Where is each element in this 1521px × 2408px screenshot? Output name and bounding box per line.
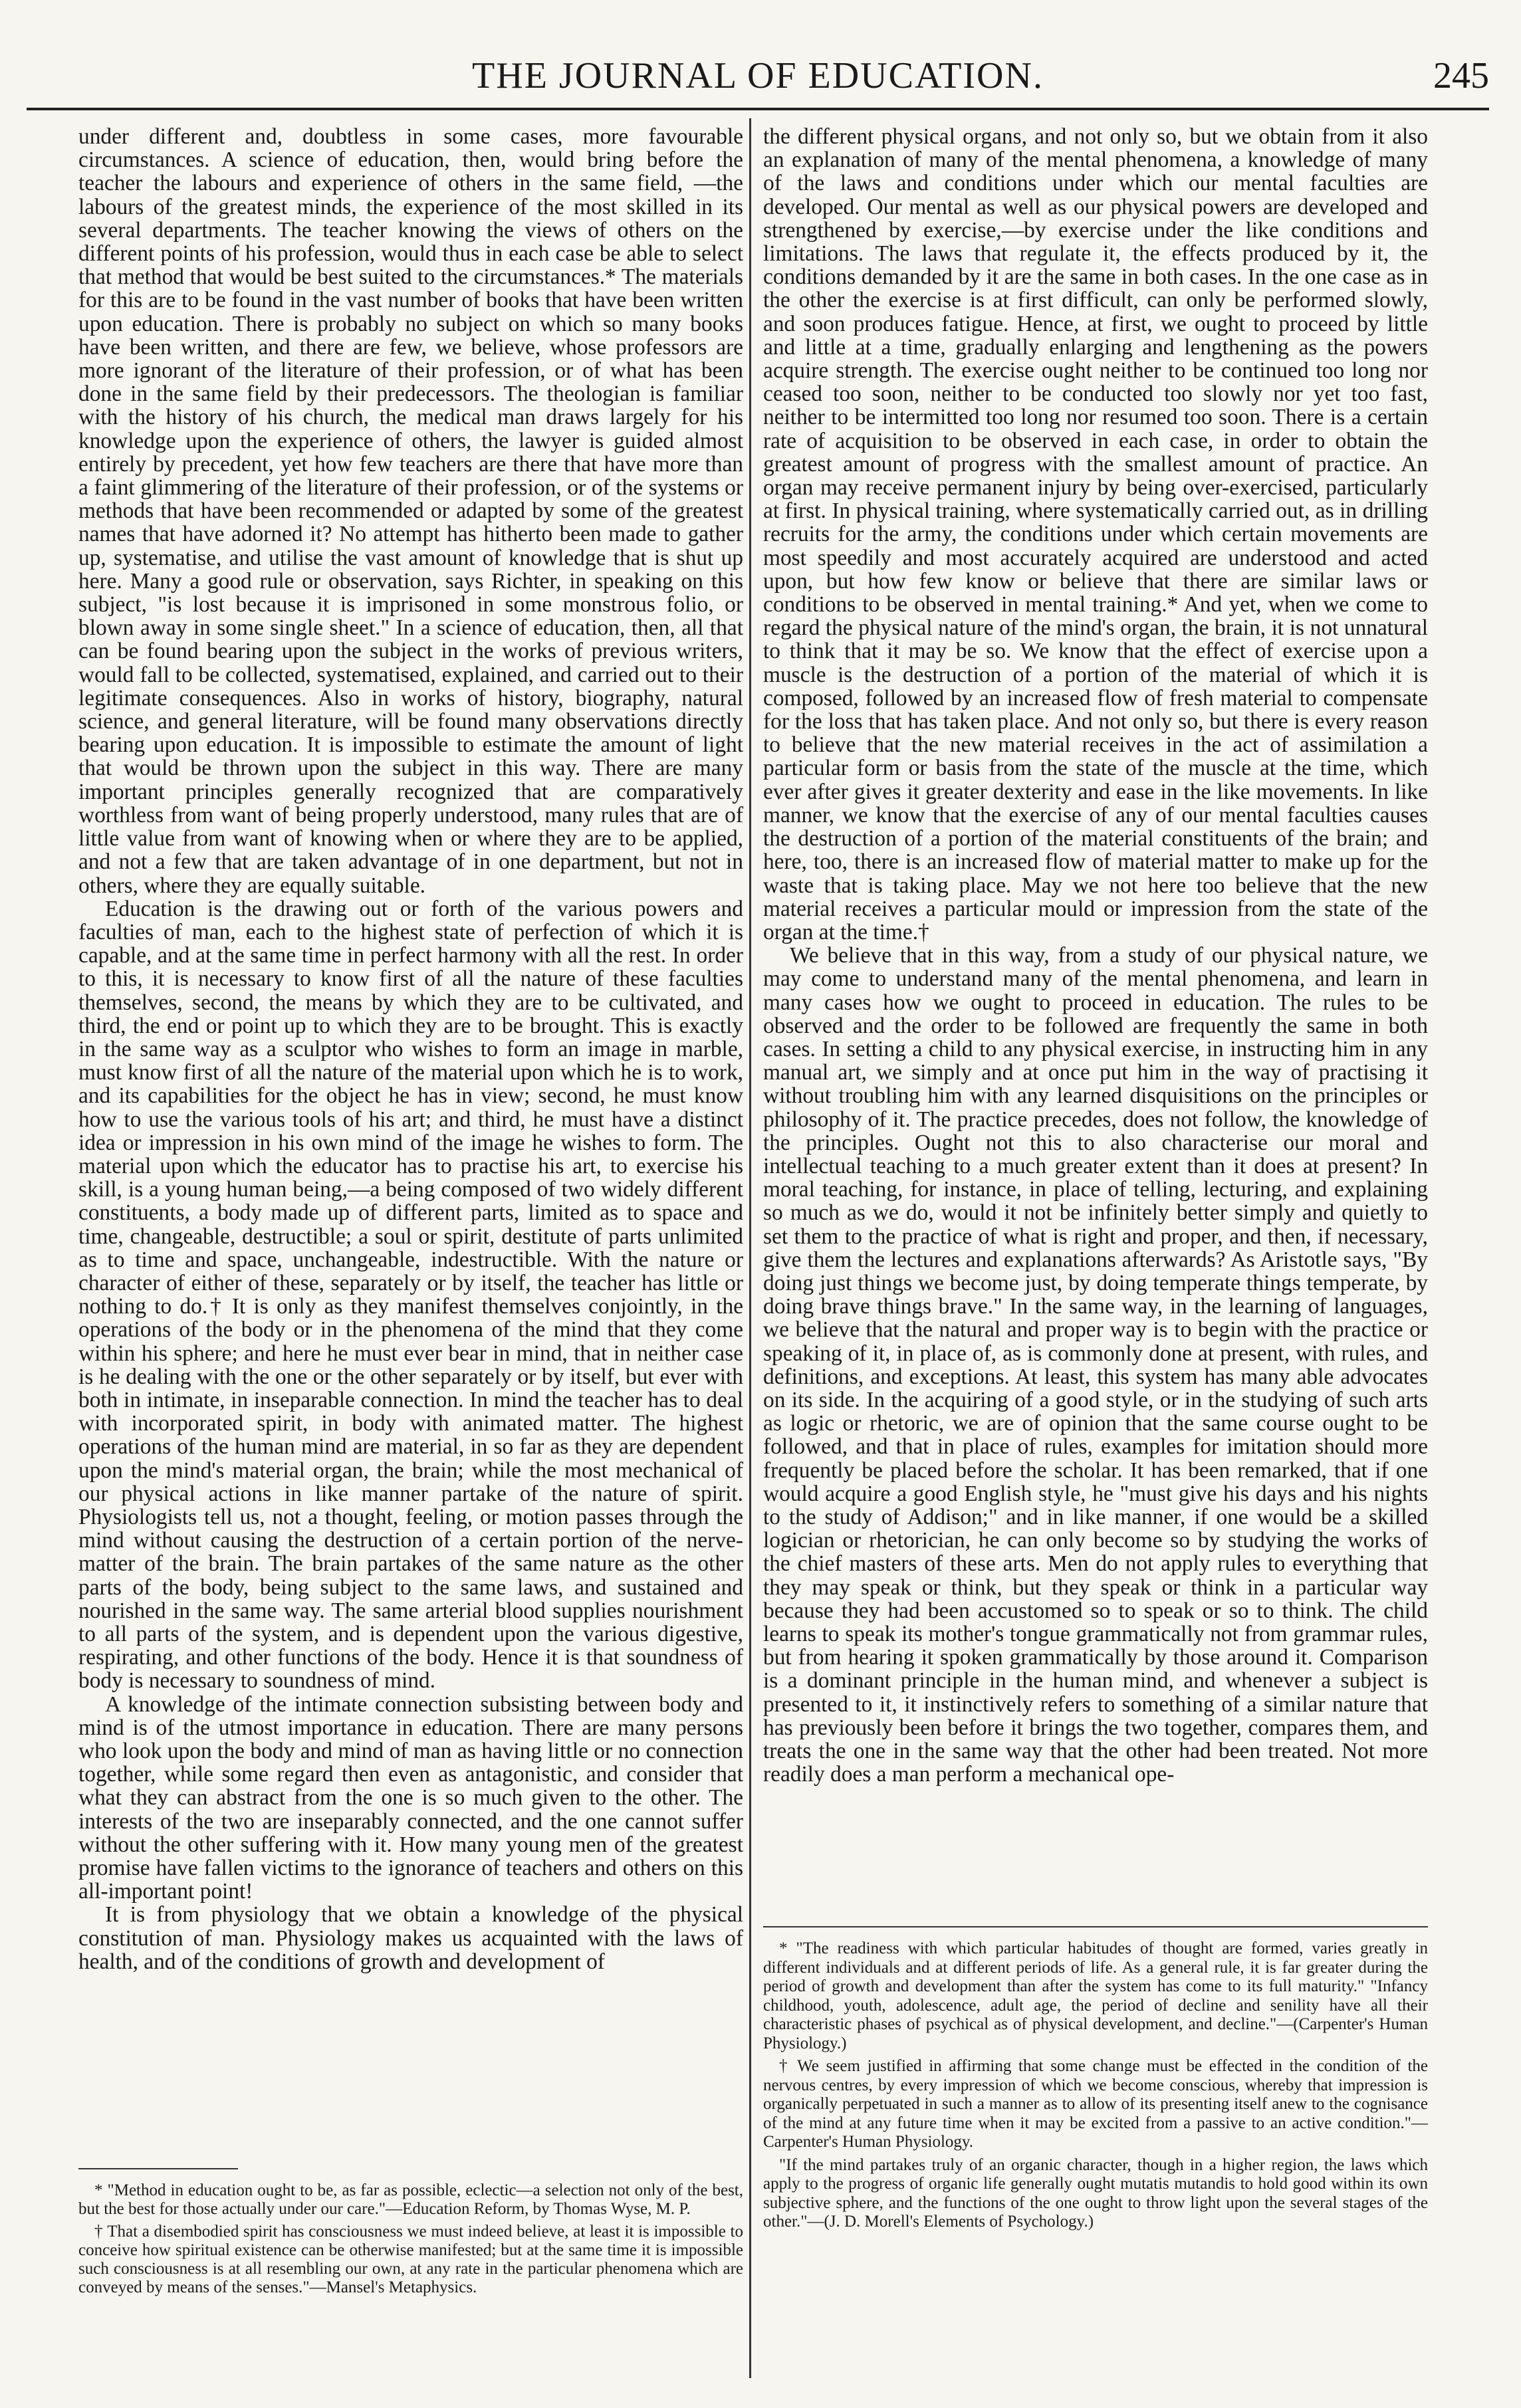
left-column [78,125,743,1973]
right-footnotes [763,1939,1428,2236]
running-header [27,48,1489,110]
left-footnotes [78,2181,743,2301]
body-paragraph: under different and, doubtless in some cases, more favourable circumstances. A science of education, then, would bring before the teacher the labours and experience of others in the same field, —the labours of the greatest minds, the experience of the most skilled in its several departments. The teacher knowing the views of others on the different points of his profession, would thus in each case be able to select that method that would be best suited to the circumstances.* The materials for this are to be found in the vast number of books that have been written upon education. There is probably no subject on which so many books have been written, and there are few, we believe, whose professors are more ignorant of the literature of their profession, or of what has been done in the same field by their predecessors. The theologian is familiar with the history of his church, the medical man draws largely for his knowledge upon the experience of others, the lawyer is guided almost entirely by precedent, yet how few teachers are there that have more than a faint glimmering of the literature of their profession, or of the systems or methods that have been recommended or adapted by some of the greatest names that have adorned it? No attempt has hitherto been made to gather up, systematise, and utilise the vast amount of knowledge that is shut up here. Many a good rule or observation, says Richter, in speaking on this subject, "is lost because it is imprisoned in some monstrous folio, or blown away in some single sheet." In a science of education, then, all that can be found bearing upon the subject in the works of previous writers, would fall to be collected, systematised, explained, and carried out to their legitimate consequences. Also in works of history, biography, natural science, and general literature, will be found many observations directly bearing upon education. It is impossible to estimate the amount of light that would be thrown upon the subject in this way. There are many important principles generally recognized that are comparatively worthless from want of being properly understood, many rules that are of little value from want of knowing when or where they are to be applied, and not a few that are taken advantage of in one department, but not in others, where they are equally suitable. [78,124,743,898]
body-paragraph: A knowledge of the intimate connection subsisting between body and mind is of the utmost importance in education. There are many persons who look upon the body and mind of man as having little or no connection together, while some regard then even as antagonistic, and consider that what they can abstract from the one is so much given to the other. The interests of the two are inseparably connected, and the one cannot suffer without the other suffering with it. How many young men of the greatest promise have fallen victims to the ignorance of teachers and others on this all-important point! [78,1692,743,1904]
body-paragraph: It is from physiology that we obtain a knowledge of the physical constitution of man. Physiology makes us acquainted with the laws of health, and of the conditions of growth and development of [78,1902,743,1974]
body-paragraph: the different physical organs, and not only so, but we obtain from it also an explanation of many of the mental phenomena, a knowledge of many of the laws and conditions under which our mental faculties are developed. Our mental as well as our physical powers are developed and strengthened by exercise,—by exercise under the like conditions and limitations. The laws that regulate it, the effects produced by it, the conditions demanded by it are the same in both cases. In the one case as in the other the exercise is at first difficult, can only be performed slowly, and soon produces fatigue. Hence, at first, we ought to proceed by little and little at a time, gradually enlarging and lengthening as the powers acquire strength. The exercise ought neither to be continued too long nor ceased too soon, neither to be conducted too slowly nor yet too fast, neither to be intermitted too long nor resumed too soon. There is a certain rate of acquisition to be observed in each case, in order to obtain the greatest amount of progress with the smallest amount of practice. An organ may receive permanent injury by being over-exercised, particularly at first. In physical training, where systematically carried out, as in drilling recruits for the army, the conditions under which certain movements are most speedily and most accurately acquired are understood and acted upon, but how few know or believe that there are similar laws or conditions to be observed in mental training.* And yet, when we come to regard the physical nature of the mind's organ, the brain, it is not unnatural to think that it may be so. We know that the effect of exercise upon a muscle is the destruction of a portion of the material of which it is composed, followed by an increased flow of fresh material to compensate for the loss that has taken place. And not only so, but there is every reason to believe that the new material receives in the act of assimilation a particular form or basis from the state of the muscle at the time, which ever after gives it greater dexterity and ease in the like movements. In like manner, we know that the exercise of any of our mental faculties causes the destruction of a portion of the material constituents of the brain; and here, too, there is an increased flow of material matter to make up for the waste that is taking place. May we not here too believe that the new material receives a particular mould or impression from the state of the organ at the time.† [763,124,1428,944]
footnote: * "Method in education ought to be, as far as possible, eclectic—a selection not only of the best, but the best for those actually under our care."—Education Reform, by Thomas Wyse, M. P. [78,2181,743,2218]
body-paragraph: Education is the drawing out or forth of the various powers and faculties of man, each to the highest state of perfection of which it is capable, and at the same time in perfect harmony with all the rest. In order to this, it is necessary to know first of all the nature of these faculties themselves, second, the means by which they are to be cultivated, and third, the end or point up to which they are to be brought. This is exactly in the same way as a sculptor who wishes to form an image in marble, must know first of all the nature of the material upon which he is to work, and its capabilities for the object he has in view; second, he must know how to use the various tools of his art; and third, he must have a distinct idea or impression in his own mind of the image he wishes to form. The material upon which the educator has to practise his art, to exercise his skill, is a young human being,—a being composed of two widely different constituents, a body made up of different parts, limited as to space and time, changeable, destructible; a soul or spirit, destitute of parts unlimited as to time and space, unchangeable, indestructible. With the nature or character of either of these, separately or by itself, the teacher has little or nothing to do.† It is only as they manifest themselves conjointly, in the operations of the body or in the phenomena of the mind that they come within his sphere; and here he must ever bear in mind, that in neither case is he dealing with the one or the other separately or by itself, but ever with both in intimate, in inseparable connection. In mind the teacher has to deal with incorporated spirit, in body with animated matter. The highest operations of the human mind are material, in so far as they are dependent upon the mind's material organ, the brain; while the most mechanical of our physical actions in like manner partake of the nature of spirit. Physiologists tell us, not a thought, feeling, or motion passes through the mind without causing the destruction of a certain portion of the nerve-matter of the brain. The brain partakes of the same nature as the other parts of the body, being subject to the same laws, and sustained and nourished in the same way. The same arterial blood supplies nourishment to all parts of the system, and is dependent upon the various digestive, respirating, and other functions of the body. Hence it is that soundness of body is necessary to soundness of mind. [78,896,743,1694]
footnote-rule [763,1926,1428,1927]
column-divider [749,118,751,2378]
footnote: † That a disembodied spirit has consciousness we must indeed believe, at least it is impossible to conceive how spiritual existence can be otherwise manifested; but at the same time it is impossible such consciousness is at all resembling our own, at any rate in the particular phenomena which are conveyed by means of the senses."—Mansel's Metaphysics. [78,2223,743,2296]
body-paragraph: We believe that in this way, from a study of our physical nature, we may come to understand many of the mental phenomena, and learn in many cases how we ought to proceed in education. The rules to be observed and the order to be followed are frequently the same in both cases. In setting a child to any physical exercise, in instructing him in any manual art, we simply and at once put him in the way of practising it without troubling him with any learned disquisitions on the principles or philosophy of it. The practice precedes, does not follow, the knowledge of the principles. Ought not this to also characterise our moral and intellectual teaching to a much greater extent than it does at present? In moral teaching, for instance, in place of telling, lecturing, and explaining so much as we do, would it not be infinitely better simply and quietly to set them to the practice of what is right and proper, and then, if necessary, give them the lectures and explanations afterwards? As Aristotle says, "By doing just things we become just, by doing temperate things temperate, by doing brave things brave." In the same way, in the learning of languages, we believe that the natural and proper way is to begin with the practice or speaking of it, in place of, as is commonly done at present, with rules, and definitions, and exceptions. At least, this system has many able advocates on its side. In the acquiring of a good style, or in the studying of such arts as logic or rhetoric, we are of opinion that the same course ought to be followed, and that in place of rules, examples for imitation should more frequently be placed before the scholar. It has been remarked, that if one would acquire a good English style, he "must give his days and his nights to the study of Addison;" and in like manner, if one would be a skilled logician or rhetorician, he can only become so by studying the works of the chief masters of these arts. Men do not apply rules to everything that they may speak or think, but they speak or think in a particular way because they had been accustomed so to speak or so to think. The child learns to speak its mother's tongue grammatically not from grammar rules, but from hearing it spoken grammatically by those around it. Comparison is a dominant principle in the human mind, and whenever a subject is presented to it, it instinctively refers to something of a similar nature that has previously been before it brings the two together, compares them, and treats the one in the same way that the other had been treated. Not more readily does a man perform a mechanical ope- [763,943,1428,1787]
footnote: † We seem justified in affirming that some change must be effected in the condition of the nervous centres, by every impression of which we become conscious, whereby that impression is organically perpetuated in such a manner as to allow of its presenting itself anew to the cognisance of the mind at any future time when it may be excited from a passive to an active condition."—Carpenter's Human Physiology. [763,2057,1428,2151]
journal-title: THE JOURNAL OF EDUCATION. [472,55,1044,96]
page-number: 245 [1433,55,1489,96]
right-column [763,125,1428,1786]
footnote-rule [78,2168,238,2169]
footnote: * "The readiness with which particular habitudes of thought are formed, varies greatly in different individuals and at different periods of life. As a general rule, it is far greater during the period of growth and development than after the system has come to its full maturity." "Infancy childhood, youth, adolescence, adult age, the period of decline and senility have all their characteristic phases of psychical as of physical development, and decline."—(Carpenter's Human Physiology.) [763,1939,1428,2052]
footnote: "If the mind partakes truly of an organic character, though in a higher region, the laws which apply to the progress of organic life generally ought mutatis mutandis to hold good within its own subjective sphere, and the functions of the one ought to throw light upon the several stages of the other."—(J. D. Morell's Elements of Psychology.) [763,2155,1428,2231]
